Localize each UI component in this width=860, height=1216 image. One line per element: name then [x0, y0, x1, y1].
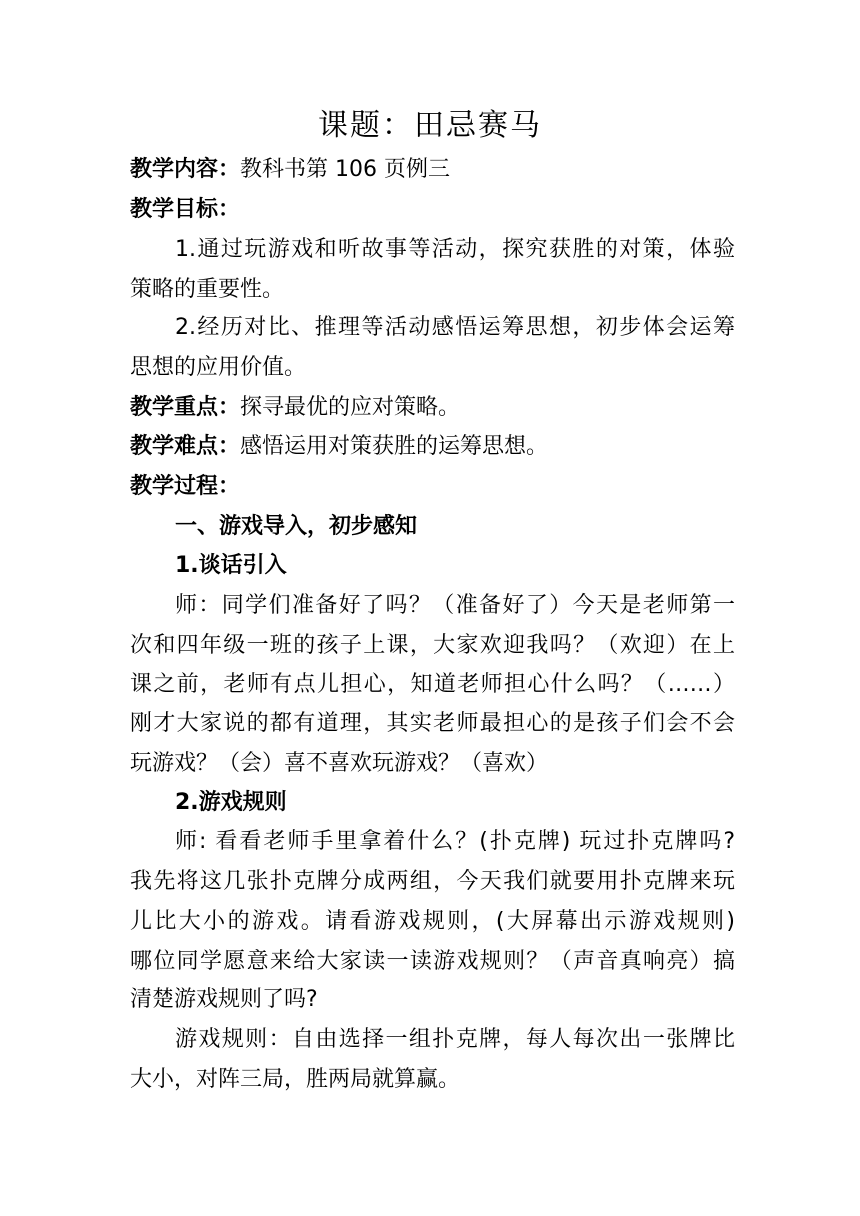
paragraph-2-line-3: 儿比大小的游戏。请看游戏规则，(大屏幕出示游戏规则): [130, 909, 735, 934]
subheading-1: 1.谈话引入: [175, 553, 287, 578]
goal-2-line-2: 思想的应用价值。: [130, 355, 307, 380]
content-text: 教科书第 106 页例三: [240, 157, 450, 182]
subheading-2: 2.游戏规则: [175, 790, 287, 815]
difficulty-line: [130, 427, 735, 467]
goal-1-line-1: 1.通过玩游戏和听故事等活动，探究获胜的对策，体验: [175, 237, 735, 262]
content-line: [130, 150, 735, 190]
rules-line-1: 游戏规则：自由选择一组扑克牌，每人每次出一张牌比: [175, 1027, 735, 1052]
paragraph-2-line-2: 我先将这几张扑克牌分成两组，今天我们就要用扑克牌来玩: [130, 869, 735, 894]
page-title: 课题：田忌赛马: [318, 108, 542, 143]
paragraph-1-line-1: 师：同学们准备好了吗？（准备好了）今天是老师第一: [175, 593, 735, 618]
paragraph-1-line-2: 次和四年级一班的孩子上课，大家欢迎我吗？（欢迎）在上: [130, 633, 735, 658]
paragraph-2-line-1: 师: 看看老师手里拿着什么？(扑克牌) 玩过扑克牌吗?: [175, 829, 735, 854]
goals-label: 教学目标：: [130, 197, 241, 222]
paragraph-2-line-5: 清楚游戏规则了吗?: [130, 987, 318, 1012]
difficulty-text: 感悟运用对策获胜的运筹思想。: [240, 434, 549, 459]
paragraph-1-line-3: 课之前，老师有点儿担心，知道老师担心什么吗？（……）: [130, 672, 735, 697]
content-label: 教学内容：: [130, 157, 241, 182]
paragraph-2-line-4: 哪位同学愿意来给大家读一读游戏规则？（声音真响亮）搞: [130, 949, 735, 974]
key-text: 探寻最优的应对策略。: [240, 395, 461, 420]
key-line: [130, 388, 735, 428]
key-label: 教学重点：: [130, 395, 241, 420]
difficulty-label: 教学难点：: [130, 434, 241, 459]
section-heading-1: 一、游戏导入，初步感知: [175, 514, 418, 539]
goal-2-line-1: 2.经历对比、推理等活动感悟运筹思想，初步体会运筹: [175, 315, 735, 340]
paragraph-1-line-4: 刚才大家说的都有道理，其实老师最担心的是孩子们会不会: [130, 711, 735, 736]
goal-1-line-2: 策略的重要性。: [130, 277, 285, 302]
process-label: 教学过程：: [130, 474, 241, 499]
paragraph-1-line-5: 玩游戏？（会）喜不喜欢玩游戏？（喜欢）: [130, 751, 549, 776]
rules-line-2: 大小，对阵三局，胜两局就算赢。: [130, 1067, 461, 1092]
